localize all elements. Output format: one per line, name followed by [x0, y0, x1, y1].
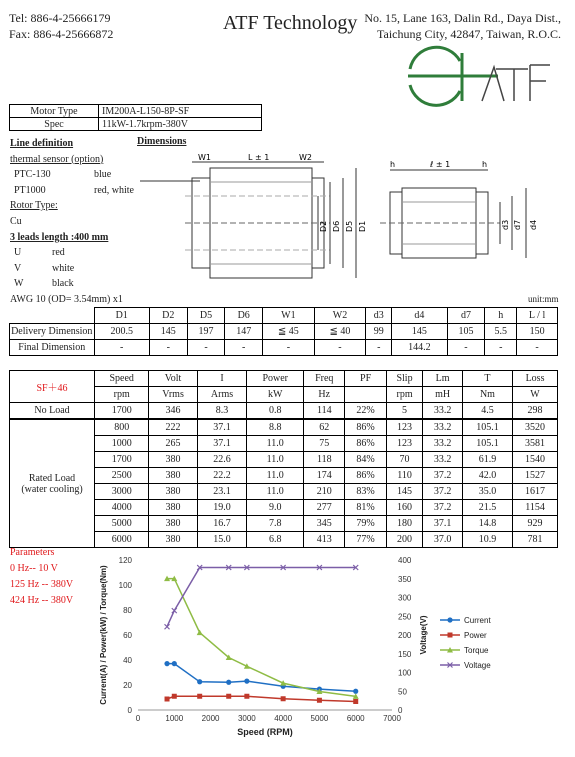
perf-cell: 37.2 [423, 500, 463, 516]
perf-cell: 1617 [513, 484, 558, 500]
perf-cell: 70 [386, 452, 423, 468]
legend-label: Current [464, 616, 491, 625]
x-tick-label: 7000 [383, 714, 401, 723]
power-data-point [197, 694, 202, 699]
parameter-line: 125 Hz -- 380V [10, 579, 74, 590]
current-data-point [164, 661, 169, 666]
address-line-1: No. 15, Lane 163, Dalin Rd., Daya Dist., [364, 11, 561, 25]
perf-cell: 22.6 [197, 452, 247, 468]
y2-tick-label: 50 [398, 687, 407, 697]
y-tick-label: 20 [123, 681, 132, 690]
ptc-label: PTC-130 [14, 169, 51, 181]
perf-unit: Vrms [149, 387, 197, 403]
y2-tick-label: 150 [398, 649, 412, 659]
perf-cell: 800 [95, 419, 149, 436]
thermal-sensor-label: thermal sensor (option) [10, 153, 104, 165]
x-tick-label: 0 [135, 714, 141, 723]
perf-unit: Arms [197, 387, 247, 403]
svg-text:D1: D1 [358, 220, 367, 232]
dim-header: D6 [225, 308, 263, 324]
rated-load-row [10, 419, 558, 436]
rotor-value: Cu [10, 215, 22, 227]
lead-u-color: red [52, 247, 65, 259]
perf-cell: 781 [513, 532, 558, 548]
perf-cell: 4.5 [462, 403, 512, 420]
power-data-point [244, 694, 249, 699]
y-tick-label: 80 [123, 606, 132, 615]
company-name: ATF Technology [223, 12, 358, 34]
perf-cell: 1700 [95, 452, 149, 468]
legend-marker [447, 617, 452, 622]
y2-tick-label: 300 [398, 593, 412, 603]
svg-text:d3: d3 [501, 219, 510, 230]
y-tick-label: 120 [118, 556, 132, 565]
parameters-block [10, 545, 73, 609]
perf-cell: 4000 [95, 500, 149, 516]
x-axis-label: Speed (RPM) [237, 727, 293, 737]
perf-cell: 380 [149, 484, 197, 500]
perf-cell: 380 [149, 468, 197, 484]
perf-cell: 345 [304, 516, 345, 532]
unit-label: unit:mm [528, 294, 559, 304]
perf-header: Freq [304, 371, 345, 387]
rotor-type-label: Rotor Type: [10, 200, 58, 212]
svg-text:h: h [482, 160, 488, 169]
perf-cell: 33.2 [423, 403, 463, 420]
perf-cell: 79% [345, 516, 386, 532]
x-tick-label: 5000 [310, 714, 329, 723]
perf-cell: 118 [304, 452, 345, 468]
perf-cell: 346 [149, 403, 197, 420]
dimensions-title: Dimensions [137, 136, 187, 147]
perf-cell: 123 [386, 419, 423, 436]
x-tick-label: 3000 [237, 714, 256, 723]
perf-cell: 298 [513, 403, 558, 420]
power-data-point [226, 694, 231, 699]
rated-load-label [10, 419, 95, 548]
address-line-2: Taichung City, 42847, Taiwan, R.O.C. [377, 27, 561, 41]
perf-cell: 105.1 [462, 436, 512, 452]
current-series-line [167, 664, 356, 692]
y2-tick-label: 0 [398, 706, 403, 715]
dim-cell: - [225, 340, 263, 356]
perf-cell: 42.0 [462, 468, 512, 484]
dim-cell: 150 [517, 324, 558, 340]
perf-cell: 37.1 [197, 419, 247, 436]
motor-type-label: Motor Type [10, 105, 99, 118]
parameters-title: Parameters [10, 547, 55, 558]
y2-tick-label: 350 [398, 574, 412, 584]
perf-cell: 1000 [95, 436, 149, 452]
lead-w-color: black [52, 278, 74, 290]
power-data-point [172, 694, 177, 699]
svg-text:W2: W2 [299, 153, 312, 162]
perf-header: T [462, 371, 512, 387]
lead-v: V [14, 262, 22, 274]
perf-cell: 929 [513, 516, 558, 532]
dim-header: d4 [392, 308, 447, 324]
svg-text:D2: D2 [319, 220, 328, 232]
legend-label: Voltage [464, 661, 491, 670]
perf-unit: rpm [386, 387, 423, 403]
performance-table [9, 370, 558, 548]
perf-cell: 200 [386, 532, 423, 548]
x-tick-label: 4000 [274, 714, 293, 723]
perf-cell: 1527 [513, 468, 558, 484]
perf-cell: 22% [345, 403, 386, 420]
lead-u: U [14, 247, 22, 259]
dim-cell: - [314, 340, 366, 356]
sf-corner: SF＋46 [10, 371, 95, 403]
perf-cell: 37.2 [423, 468, 463, 484]
perf-cell: 180 [386, 516, 423, 532]
current-data-point [226, 680, 231, 685]
leads-length: 3 leads length :400 mm [10, 231, 109, 243]
perf-cell: 9.0 [247, 500, 304, 516]
perf-cell: 1700 [95, 403, 149, 420]
perf-cell: 16.7 [197, 516, 247, 532]
perf-cell: 277 [304, 500, 345, 516]
perf-cell: 11.0 [247, 436, 304, 452]
dim-cell: ≦ 45 [263, 324, 315, 340]
dimension-header-row [10, 308, 558, 324]
perf-cell: 8.3 [197, 403, 247, 420]
perf-cell: 75 [304, 436, 345, 452]
dim-header: d3 [366, 308, 392, 324]
perf-cell: 37.2 [423, 484, 463, 500]
perf-cell: 380 [149, 452, 197, 468]
perf-header: Volt [149, 371, 197, 387]
dim-header: D1 [94, 308, 149, 324]
perf-cell: 174 [304, 468, 345, 484]
perf-unit [345, 387, 386, 403]
perf-cell: 114 [304, 403, 345, 420]
dim-cell: - [94, 340, 149, 356]
perf-cell: 37.1 [423, 516, 463, 532]
x-tick-label: 6000 [346, 714, 365, 723]
dim-cell: 99 [366, 324, 392, 340]
y2-tick-label: 200 [398, 631, 412, 640]
perf-cell: 0.8 [247, 403, 304, 420]
perf-unit: Hz [304, 387, 345, 403]
perf-cell: 3520 [513, 419, 558, 436]
svg-text:W1: W1 [198, 153, 211, 162]
atf-logo [400, 45, 560, 115]
legend-marker [448, 633, 453, 638]
perf-cell: 1540 [513, 452, 558, 468]
perf-cell: 110 [386, 468, 423, 484]
perf-cell: 33.2 [423, 436, 463, 452]
perf-cell: 160 [386, 500, 423, 516]
power-data-point [281, 696, 286, 701]
dim-cell: 200.5 [94, 324, 149, 340]
dim-header: D5 [187, 308, 225, 324]
contact-block [9, 10, 113, 42]
power-data-point [165, 697, 170, 702]
dim-header: D2 [149, 308, 187, 324]
row-label: Delivery Dimension [10, 324, 95, 340]
y-axis-label: Current(A) / Power(kW) / Torque(Nm) [99, 565, 108, 705]
perf-cell: 11.0 [247, 468, 304, 484]
svg-text:d4: d4 [529, 219, 538, 230]
dim-header: d7 [447, 308, 485, 324]
perf-header: PF [345, 371, 386, 387]
y-tick-label: 0 [127, 706, 132, 715]
perf-cell: 15.0 [197, 532, 247, 548]
perf-header: Lm [423, 371, 463, 387]
y2-tick-label: 400 [398, 556, 412, 565]
lead-w: W [14, 278, 24, 290]
perf-cell: 86% [345, 419, 386, 436]
perf-cell: 23.1 [197, 484, 247, 500]
x-tick-label: 2000 [201, 714, 220, 723]
perf-header: Speed [95, 371, 149, 387]
dim-cell: - [263, 340, 315, 356]
perf-cell: 86% [345, 468, 386, 484]
dim-header: h [485, 308, 517, 324]
power-series-line [167, 696, 356, 701]
perf-cell: 8.8 [247, 419, 304, 436]
torque-data-point [197, 630, 203, 636]
perf-cell: 62 [304, 419, 345, 436]
row-label: Final Dimension [10, 340, 95, 356]
y2-tick-label: 250 [398, 612, 412, 622]
motor-type-value: IM200A-L150-8P-SF [99, 105, 262, 118]
dim-cell: - [187, 340, 225, 356]
perf-cell: 35.0 [462, 484, 512, 500]
perf-cell: 6.8 [247, 532, 304, 548]
rated-load-subtitle: (water cooling) [21, 483, 83, 495]
x-tick-label: 1000 [165, 714, 184, 723]
perf-cell: 33.2 [423, 419, 463, 436]
perf-cell: 21.5 [462, 500, 512, 516]
perf-cell: 84% [345, 452, 386, 468]
chart-svg [96, 550, 566, 750]
power-data-point [317, 698, 322, 703]
perf-cell: 33.2 [423, 452, 463, 468]
perf-unit: mH [423, 387, 463, 403]
legend-label: Power [464, 631, 487, 640]
fax-text: Fax: 886-4-25666872 [9, 27, 114, 41]
current-data-point [197, 679, 202, 684]
parameter-line: 0 Hz-- 10 V [10, 563, 58, 574]
pt1000-color: red, white [94, 184, 134, 196]
perf-cell: 7.8 [247, 516, 304, 532]
address-block [364, 10, 561, 42]
perf-cell: 22.2 [197, 468, 247, 484]
perf-cell: 5000 [95, 516, 149, 532]
dim-cell: 145 [392, 324, 447, 340]
dim-cell: ≦ 40 [314, 324, 366, 340]
delivery-dimension-row [10, 324, 558, 340]
dim-header: L / l [517, 308, 558, 324]
parameter-line: 424 Hz -- 380V [10, 595, 74, 606]
perf-header: Loss [513, 371, 558, 387]
perf-cell: 210 [304, 484, 345, 500]
dim-cell: - [517, 340, 558, 356]
y2-axis-label: Voltage(V) [419, 615, 428, 655]
performance-chart [96, 550, 566, 750]
y-tick-label: 40 [123, 656, 132, 665]
dim-cell: - [485, 340, 517, 356]
svg-text:D6: D6 [332, 220, 341, 232]
perf-header: I [197, 371, 247, 387]
voltage-series-line [167, 568, 356, 627]
perf-unit: W [513, 387, 558, 403]
dim-cell: 105 [447, 324, 485, 340]
perf-cell: 37.0 [423, 532, 463, 548]
perf-cell: 11.0 [247, 452, 304, 468]
perf-cell: 3581 [513, 436, 558, 452]
dim-cell: 5.5 [485, 324, 517, 340]
dim-cell: 147 [225, 324, 263, 340]
legend-label: Torque [464, 646, 489, 655]
spec-value: 11kW-1.7krpm-380V [99, 118, 262, 131]
perf-cell: 413 [304, 532, 345, 548]
y2-tick-label: 100 [398, 668, 412, 678]
spec-label: Spec [10, 118, 99, 131]
perf-cell: 37.1 [197, 436, 247, 452]
no-load-label: No Load [10, 403, 95, 420]
dim-header: W2 [314, 308, 366, 324]
perf-cell: 123 [386, 436, 423, 452]
perf-cell: 380 [149, 516, 197, 532]
lead-v-color: white [52, 262, 75, 274]
perf-cell: 380 [149, 500, 197, 516]
perf-cell: 380 [149, 532, 197, 548]
y-tick-label: 100 [118, 581, 132, 590]
dim-cell: - [149, 340, 187, 356]
awg-text: AWG 10 (OD= 3.54mm) x1 [10, 293, 123, 305]
perf-cell: 2500 [95, 468, 149, 484]
perf-header: Power [247, 371, 304, 387]
perf-cell: 105.1 [462, 419, 512, 436]
current-data-point [244, 679, 249, 684]
dim-cell: 145 [149, 324, 187, 340]
perf-cell: 10.9 [462, 532, 512, 548]
perf-cell: 14.8 [462, 516, 512, 532]
dim-header: W1 [263, 308, 315, 324]
line-definition-title: Line definition [10, 138, 74, 149]
rated-load-title: Rated Load [28, 472, 76, 484]
perf-cell: 5 [386, 403, 423, 420]
perf-cell: 19.0 [197, 500, 247, 516]
tel-text: Tel: 886-4-25666179 [9, 11, 111, 25]
svg-text:d7: d7 [513, 219, 522, 230]
perf-cell: 6000 [95, 532, 149, 548]
dim-cell: - [447, 340, 485, 356]
ptc-color: blue [94, 169, 112, 181]
dimension-drawing [140, 148, 560, 298]
current-data-point [353, 689, 358, 694]
perf-cell: 61.9 [462, 452, 512, 468]
spec-table [9, 104, 262, 131]
svg-text:D5: D5 [345, 220, 354, 232]
perf-cell: 3000 [95, 484, 149, 500]
perf-unit: kW [247, 387, 304, 403]
dim-cell: - [366, 340, 392, 356]
current-data-point [172, 661, 177, 666]
perf-cell: 145 [386, 484, 423, 500]
power-data-point [353, 699, 358, 704]
perf-cell: 265 [149, 436, 197, 452]
y-tick-label: 60 [123, 631, 132, 640]
perf-header: Slip [386, 371, 423, 387]
dim-cell: 144.2 [392, 340, 447, 356]
dim-cell: 197 [187, 324, 225, 340]
perf-cell: 83% [345, 484, 386, 500]
svg-text:L ± 1: L ± 1 [248, 153, 270, 162]
pt1000-label: PT1000 [14, 184, 46, 196]
perf-cell: 77% [345, 532, 386, 548]
perf-unit: Nm [462, 387, 512, 403]
line-definition [10, 136, 140, 308]
perf-cell: 11.0 [247, 484, 304, 500]
perf-cell: 86% [345, 436, 386, 452]
svg-text:ℓ ± 1: ℓ ± 1 [430, 160, 451, 169]
perf-cell: 222 [149, 419, 197, 436]
dimension-table [9, 307, 558, 356]
svg-text:h: h [390, 160, 396, 169]
final-dimension-row [10, 340, 558, 356]
perf-cell: 81% [345, 500, 386, 516]
perf-cell: 1154 [513, 500, 558, 516]
perf-unit: rpm [95, 387, 149, 403]
